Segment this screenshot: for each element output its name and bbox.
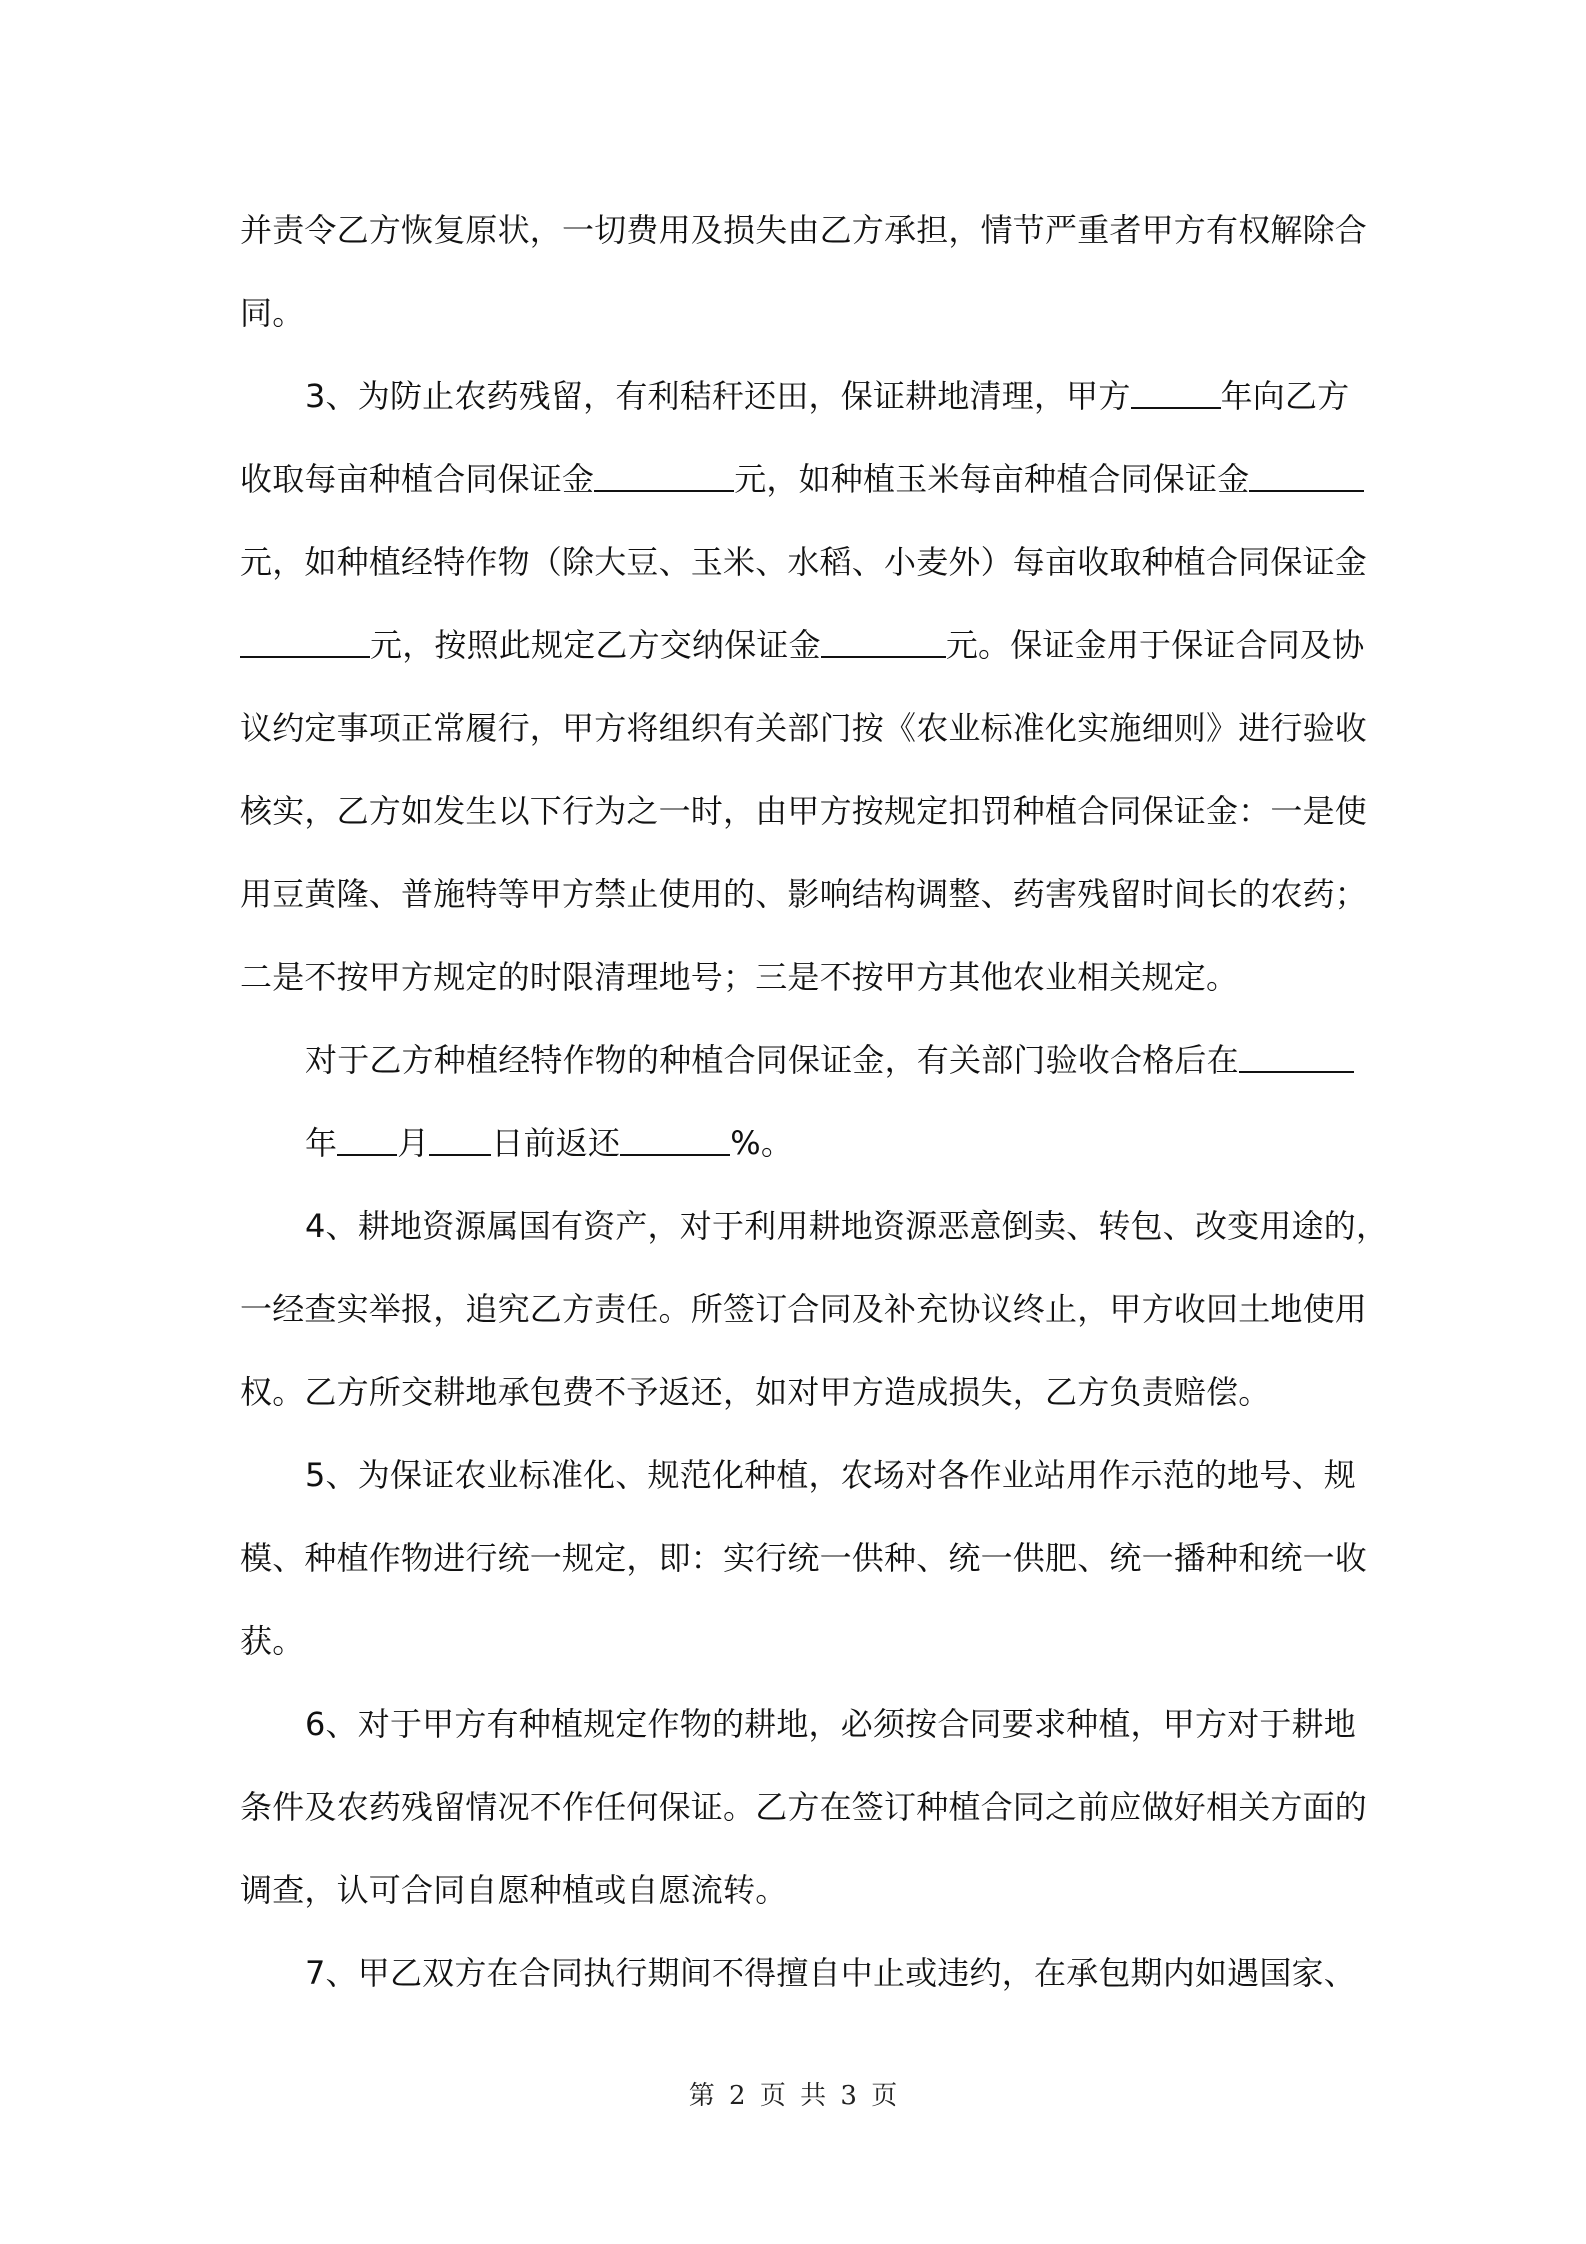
line-segment: 日前返还 bbox=[491, 1124, 621, 1162]
text-line: 调查，认可合同自愿种植或自愿流转。 bbox=[240, 1871, 788, 1909]
fill-blank bbox=[594, 456, 734, 492]
text-line: 并责令乙方恢复原状，一切费用及损失由乙方承担，情节严重者甲方有权解除合 bbox=[240, 211, 1368, 249]
line-segment: 元。保证金用于保证合同及协 bbox=[945, 626, 1365, 664]
text-line: 7、甲乙双方在合同执行期间不得擅自中止或违约，在承包期内如遇国家、 bbox=[305, 1954, 1356, 1992]
fill-blank bbox=[821, 622, 946, 658]
line-segment: 元，如种植玉米每亩种植合同保证金 bbox=[734, 460, 1250, 498]
text-line: 同。 bbox=[240, 294, 305, 332]
text-line: 议约定事项正常履行，甲方将组织有关部门按《农业标准化实施细则》进行验收 bbox=[240, 709, 1368, 747]
text-line: 二是不按甲方规定的时限清理地号；三是不按甲方其他农业相关规定。 bbox=[240, 958, 1239, 996]
text-line: 获。 bbox=[240, 1622, 305, 1660]
line-segment: 对于乙方种植经特作物的种植合同保证金，有关部门验收合格后在 bbox=[305, 1041, 1239, 1079]
text-line: 模、种植作物进行统一规定，即：实行统一供种、统一供肥、统一播种和统一收 bbox=[240, 1539, 1368, 1577]
text-line bbox=[305, 1030, 1425, 1090]
text-line: 一经查实举报，追究乙方责任。所签订合同及补充协议终止，甲方收回土地使用 bbox=[240, 1290, 1368, 1328]
text-line bbox=[240, 449, 1360, 509]
text-line: 核实，乙方如发生以下行为之一时，由甲方按规定扣罚种植合同保证金：一是使 bbox=[240, 792, 1368, 830]
line-segment: 月 bbox=[397, 1124, 430, 1162]
fill-blank bbox=[337, 1120, 397, 1156]
text-line: 用豆黄隆、普施特等甲方禁止使用的、影响结构调整、药害残留时间长的农药； bbox=[240, 875, 1368, 913]
text-line bbox=[305, 366, 1425, 426]
fill-blank bbox=[429, 1120, 491, 1156]
text-line: 5、为保证农业标准化、规范化种植，农场对各作业站用作示范的地号、规 bbox=[305, 1456, 1356, 1494]
line-segment: 年 bbox=[305, 1124, 338, 1162]
line-segment: 年向乙方 bbox=[1220, 377, 1350, 415]
fill-blank bbox=[1249, 456, 1364, 492]
line-segment: 3、为防止农药残留，有利秸秆还田，保证耕地清理，甲方 bbox=[305, 377, 1131, 415]
fill-blank bbox=[1131, 373, 1221, 409]
text-line: 权。乙方所交耕地承包费不予返还，如对甲方造成损失，乙方负责赔偿。 bbox=[240, 1373, 1271, 1411]
line-segment: 元，按照此规定乙方交纳保证金 bbox=[370, 626, 821, 664]
line-segment: %。 bbox=[730, 1124, 794, 1162]
fill-blank bbox=[620, 1120, 730, 1156]
text-line: 条件及农药残留情况不作任何保证。乙方在签订种植合同之前应做好相关方面的 bbox=[240, 1788, 1368, 1826]
text-line: 6、对于甲方有种植规定作物的耕地，必须按合同要求种植，甲方对于耕地 bbox=[305, 1705, 1356, 1743]
fill-blank bbox=[1239, 1037, 1354, 1073]
fill-blank bbox=[240, 622, 370, 658]
text-line bbox=[240, 615, 1365, 675]
page-number-footer: 第 2 页 共 3 页 bbox=[688, 2081, 898, 2111]
text-line bbox=[305, 1113, 1425, 1173]
text-line: 4、耕地资源属国有资产，对于利用耕地资源恶意倒卖、转包、改变用途的， bbox=[305, 1207, 1389, 1245]
text-line: 元，如种植经特作物（除大豆、玉米、水稻、小麦外）每亩收取种植合同保证金 bbox=[240, 543, 1368, 581]
line-segment: 收取每亩种植合同保证金 bbox=[240, 460, 595, 498]
